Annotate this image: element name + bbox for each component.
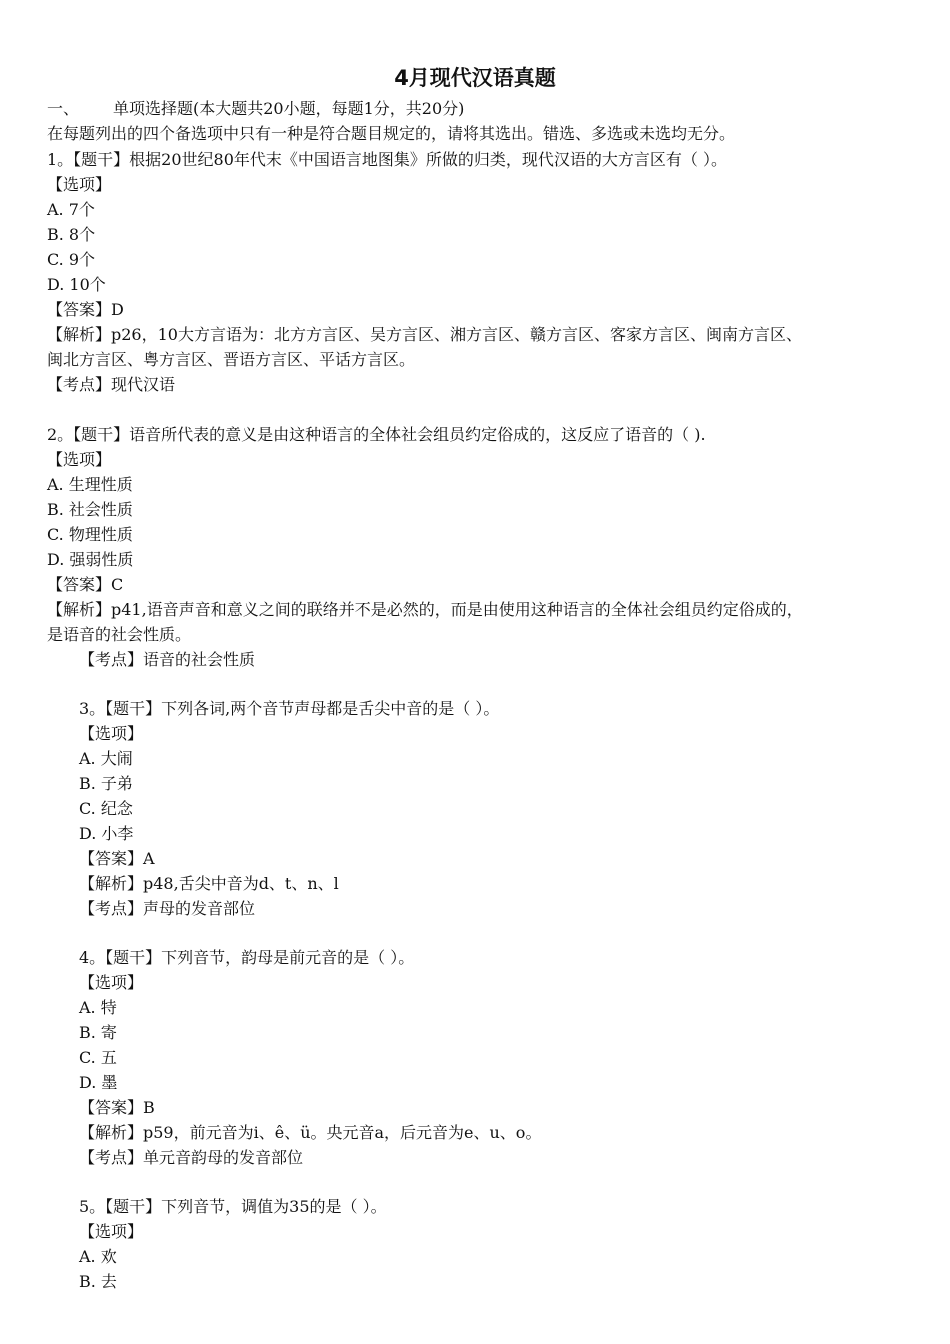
- section-header: [47, 99, 464, 119]
- question-4-point: 【考点】单元音韵母的发音部位: [79, 1148, 304, 1167]
- page-title: 4月现代汉语真题: [394, 66, 556, 90]
- question-1-option-a: A. 7个: [47, 200, 95, 219]
- question-3-option-d: D. 小李: [79, 824, 134, 843]
- question-3-stem: 3。【题干】下列各词,两个音节声母都是舌尖中音的是（ ）。: [79, 699, 500, 718]
- question-4-option-c: C. 五: [79, 1048, 117, 1067]
- question-5-option-a: A. 欢: [79, 1247, 117, 1266]
- question-1-options-label: 【选项】: [47, 175, 112, 194]
- question-1-option-c: C. 9个: [47, 250, 96, 269]
- question-2-option-a: A. 生理性质: [47, 475, 133, 494]
- question-4-option-d: D. 墨: [79, 1073, 118, 1092]
- question-1-analysis-line-1: 【解析】p26，10大方言语为：北方方言区、吴方言区、湘方言区、赣方言区、客家方言区、闽南方言区、: [47, 325, 802, 344]
- question-4-option-b: B. 寄: [79, 1023, 117, 1042]
- question-2-options-label: 【选项】: [47, 450, 112, 469]
- question-3-analysis: 【解析】p48,舌尖中音为d、t、n、l: [79, 874, 339, 893]
- question-2-stem: 2。【题干】语音所代表的意义是由这种语言的全体社会组员约定俗成的，这反应了语音的（ ).: [47, 425, 706, 444]
- question-2-option-d: D. 强弱性质: [47, 550, 134, 569]
- question-5-stem: 5。【题干】下列音节，调值为35的是（ ）。: [79, 1197, 387, 1216]
- question-3-point: 【考点】声母的发音部位: [79, 899, 256, 918]
- question-2-answer: 【答案】C: [47, 575, 124, 594]
- question-2-option-c: C. 物理性质: [47, 525, 133, 544]
- question-4-options-label: 【选项】: [79, 973, 144, 992]
- question-3-answer: 【答案】A: [79, 849, 155, 868]
- question-5-option-b: B. 去: [79, 1272, 117, 1291]
- question-2-analysis-line-2: 是语音的社会性质。: [47, 625, 192, 644]
- question-3-option-c: C. 纪念: [79, 799, 133, 818]
- question-3-options-label: 【选项】: [79, 724, 144, 743]
- question-3-option-a: A. 大闹: [79, 749, 133, 768]
- question-2-analysis-line-1: 【解析】p41,语音声音和意义之间的联络并不是必然的，而是由使用这种语言的全体社会组员约定俗成的，: [47, 600, 803, 619]
- question-1-option-d: D. 10个: [47, 275, 106, 294]
- question-2-point: 【考点】语音的社会性质: [79, 650, 256, 669]
- question-1-option-b: B. 8个: [47, 225, 96, 244]
- question-4-answer: 【答案】B: [79, 1098, 155, 1117]
- question-2-option-b: B. 社会性质: [47, 500, 133, 519]
- question-5-options-label: 【选项】: [79, 1222, 144, 1241]
- question-1-analysis-line-2: 闽北方言区、粤方言区、晋语方言区、平话方言区。: [47, 350, 416, 369]
- section-instruction: 在每题列出的四个备选项中只有一种是符合题目规定的，请将其选出。错选、多选或未选均无分。: [47, 124, 736, 143]
- question-1-point: 【考点】现代汉语: [47, 375, 176, 394]
- section-number: 一、: [47, 99, 80, 118]
- question-3-option-b: B. 子弟: [79, 774, 133, 793]
- question-1-stem: 1。【题干】根据20世纪80年代末《中国语言地图集》所做的归类，现代汉语的大方言区有（ ）。: [47, 150, 727, 169]
- question-4-option-a: A. 特: [79, 998, 117, 1017]
- section-heading: 单项选择题(本大题共20小题，每题1分，共20分): [113, 99, 465, 118]
- question-4-analysis: 【解析】p59，前元音为i、ê、ü。央元音a，后元音为e、u、o。: [79, 1123, 542, 1142]
- question-1-answer: 【答案】D: [47, 300, 124, 319]
- question-4-stem: 4。【题干】下列音节，韵母是前元音的是（ ）。: [79, 948, 415, 967]
